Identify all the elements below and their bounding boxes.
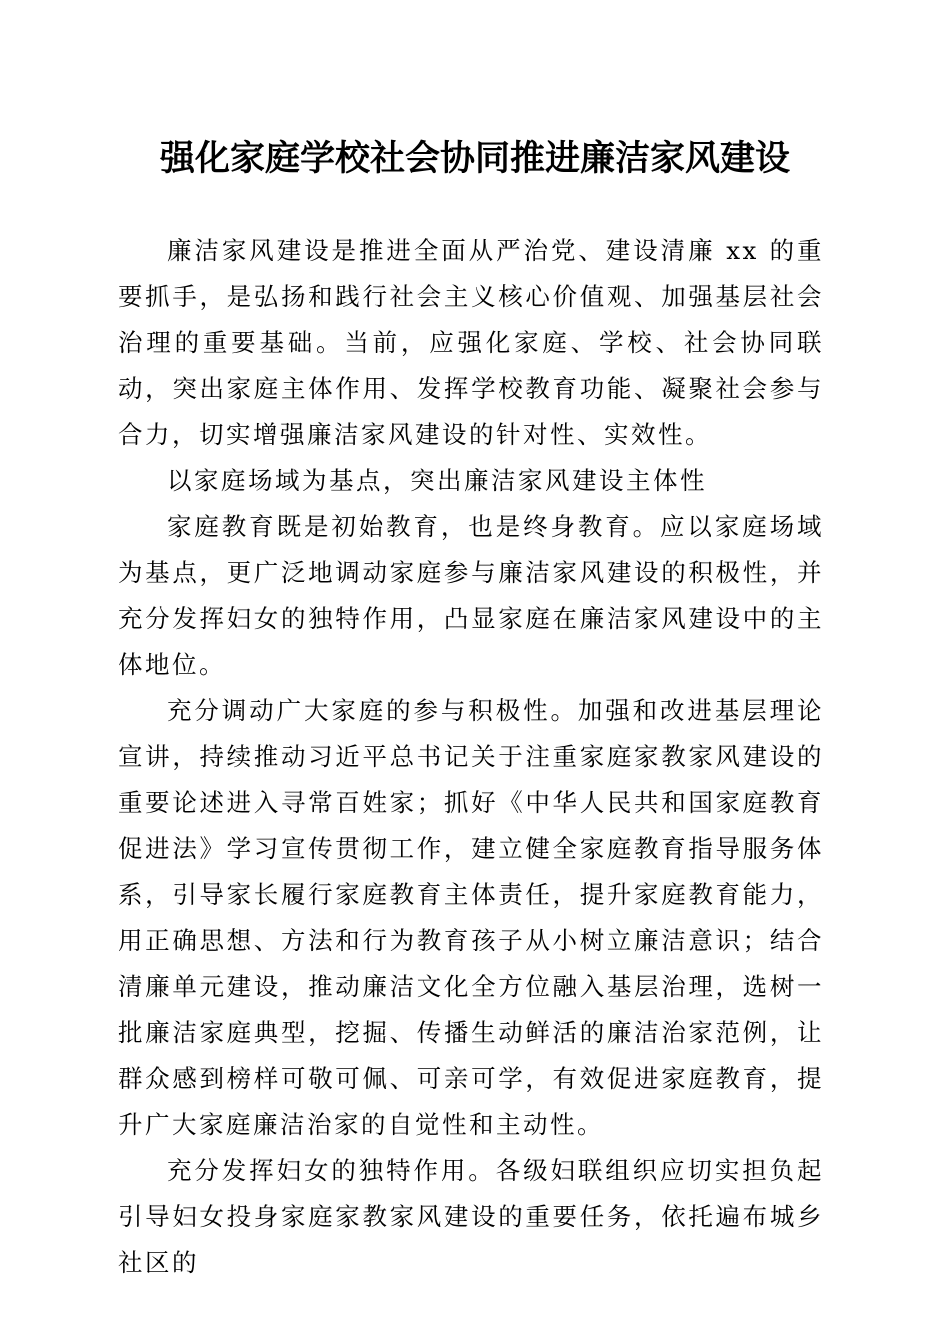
paragraph-family-education: 家庭教育既是初始教育，也是终身教育。应以家庭场域为基点，更广泛地调动家庭参与廉洁家风建设的积极性，并充分发挥妇女的独特作用，凸显家庭在廉洁家风建设中的主体地位。 [118,512,824,679]
paragraph-family-participation: 充分调动广大家庭的参与积极性。加强和改进基层理论宣讲，持续推动习近平总书记关于注重家庭家教家风建设的重要论述进入寻常百姓家；抓好《中华人民共和国家庭教育促进法》学习宣传贯彻工作，建立健全家庭教育指导服务体系，引导家长履行家庭教育主体责任，提升家庭教育能力，用正确思想、方法和行为教育孩子从小树立廉洁意识；结合清廉单元建设，推动廉洁文化全方位融入基层治理，选树一批廉洁家庭典型，挖掘、传播生动鲜活的廉洁治家范例，让群众感到榜样可敬可佩、可亲可学，有效促进家庭教育，提升广大家庭廉洁治家的自觉性和主动性。 [118,696,824,1139]
paragraph-women-role: 充分发挥妇女的独特作用。各级妇联组织应切实担负起引导妇女投身家庭家教家风建设的重要任务，依托遍布城乡社区的 [118,1156,824,1277]
section-heading: 以家庭场域为基点，突出廉洁家风建设主体性 [167,466,707,495]
document-title: 强化家庭学校社会协同推进廉洁家风建设 [159,138,790,179]
paragraph-intro: 廉洁家风建设是推进全面从严治党、建设清廉 xx 的重要抓手，是弘扬和践行社会主义核心价值观、加强基层社会治理的重要基础。当前，应强化家庭、学校、社会协同联动，突出家庭主体作用、发挥学校教育功能、凝聚社会参与合力，切实增强廉洁家风建设的针对性、实效性。 [118,236,824,449]
document-body [118,228,824,1286]
